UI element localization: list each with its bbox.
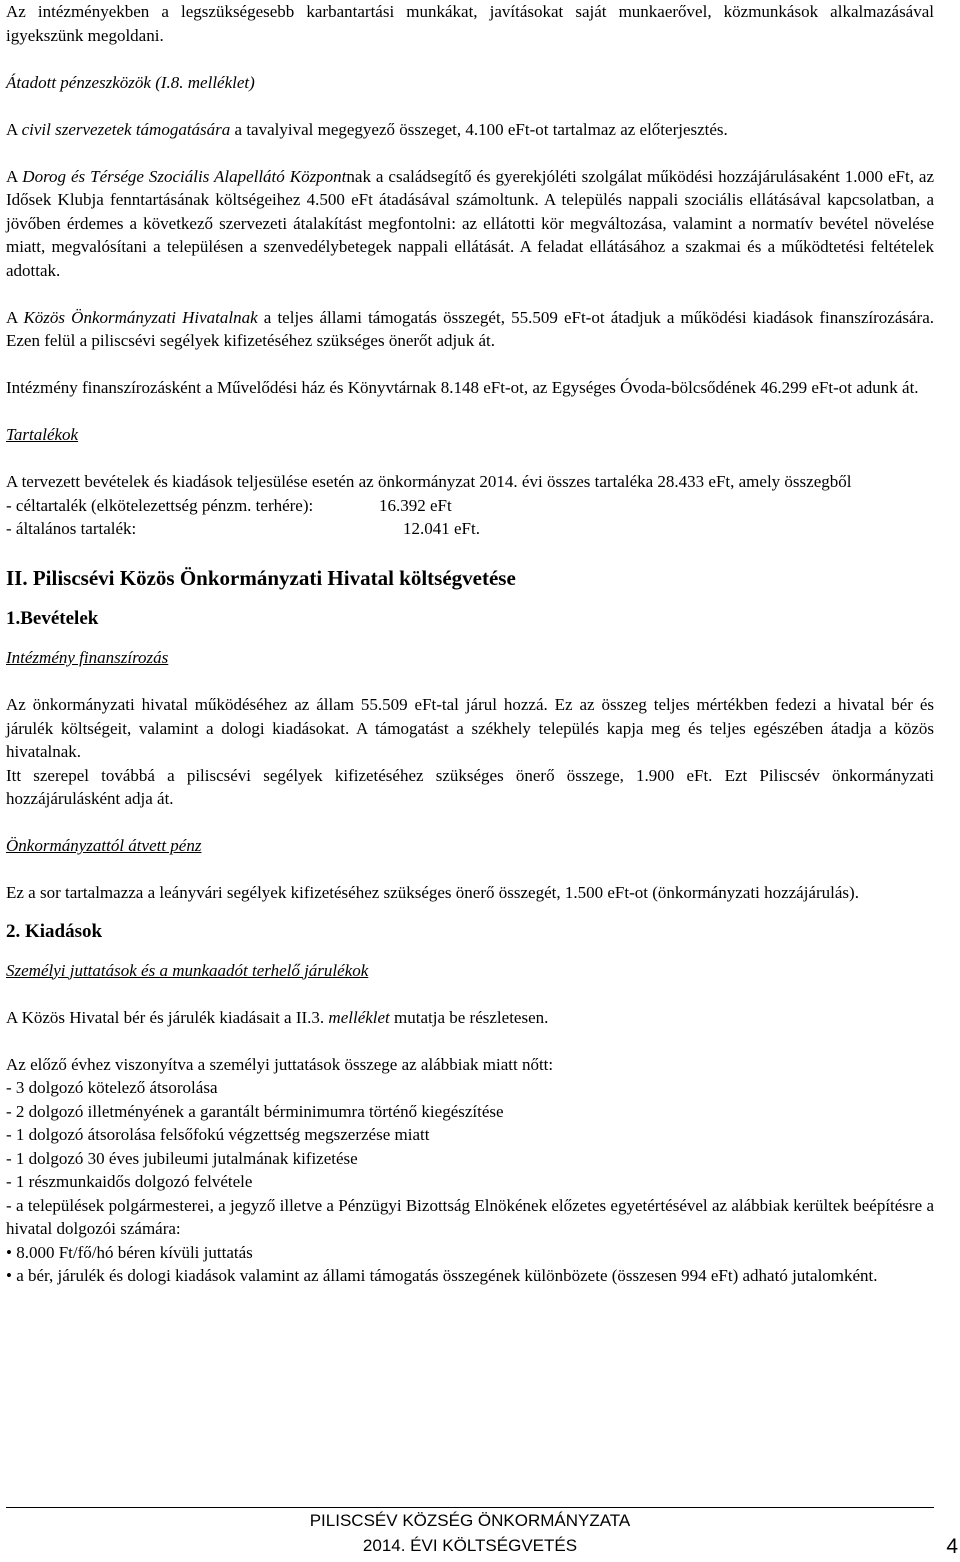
melleklet-emphasis: melléklet — [328, 1007, 390, 1027]
heading-szemelyi-juttatasok: Személyi juttatások és a munkaadót terhelő járulékok — [6, 960, 369, 980]
reserve-row — [6, 494, 934, 518]
reserve-row — [6, 517, 934, 541]
heading-tartalekok: Tartalékok — [6, 425, 79, 444]
heading-onkormanyzattol-atvett: Önkormányzattól átvett pénz — [6, 836, 202, 855]
list-item: - a települések polgármesterei, a jegyző illetve a Pénzügyi Bizottság Elnökének előzetes egyetértésével az alábbiak kerültek beépítésre a hivatal dolgozói számára: — [6, 1195, 934, 1238]
list-item: - 1 részmunkaidős dolgozó felvétele — [6, 1172, 253, 1191]
reserve-label: - általános tartalék: — [6, 519, 137, 538]
footer-budget-title: 2014. ÉVI KÖLTSÉGVETÉS — [362, 1536, 578, 1555]
list-item: - 3 dolgozó kötelező átsorolása — [6, 1078, 218, 1097]
paragraph-kozos-hivatal: A Közös Önkormányzati Hivatalnak a teljes állami támogatás összegét, 55.509 eFt-ot átadjuk a működési kiadások finanszírozására. Ezen felül a piliscsévi segélyek kifizetéséhez szükséges önerőt adjuk át. — [6, 307, 934, 350]
paragraph-leanyvar: Ez a sor tartalmazza a leányvári segélyek kifizetéséhez szükséges önerő összegét, 1.500 eFt-ot (önkormányzati hozzájárulás). — [6, 883, 859, 902]
paragraph-intezmeny-fin: Intézmény finanszírozásként a Művelődési ház és Könyvtárnak 8.148 eFt-ot, az Egységes Óvoda-bölcsődének 46.299 eFt-ot adunk át. — [6, 378, 919, 397]
heading-transferred-funds: Átadott pénzeszközök (I.8. melléklet) — [6, 72, 255, 92]
section-title-bevetelek: 1.Bevételek — [6, 608, 99, 629]
section-title-hivatal: II. Piliscsévi Közös Önkormányzati Hivatal költségvetése — [6, 566, 516, 590]
paragraph-civil: A civil szervezetek támogatására a tavalyival megegyező összeget, 4.100 eFt-ot tartalmaz az előterjesztés. — [6, 119, 728, 139]
list-item: - 1 dolgozó átsorolása felsőfokú végzettség megszerzése miatt — [6, 1125, 430, 1144]
paragraph-reserves: A tervezett bevételek és kiadások teljesülése esetén az önkormányzat 2014. évi összes tartaléka 28.433 eFt, amely összegből — [6, 472, 852, 491]
paragraph-state-support: Az önkormányzati hivatal működéséhez az állam 55.509 eFt-tal járul hozzá. Ez az összeg teljes mértékben fedezi a hivatal bér és járulék költségeit, valamint a dologi kiadásokat. A támogatást a székhely település kapja meg és teljes egészében átadja a közös hivatalnak. — [6, 695, 934, 761]
document-body — [6, 0, 934, 1288]
hivatal-emphasis: Közös Önkormányzati Hivatalnak — [23, 307, 258, 327]
dorog-emphasis: Dorog és Térsége Szociális Alapellátó Központ — [22, 166, 347, 186]
paragraph-melleklet: A Közös Hivatal bér és járulék kiadásait a II.3. melléklet mutatja be részletesen. — [6, 1007, 549, 1027]
paragraph-piliscsev-oner: Itt szerepel továbbá a piliscsévi segélyek kifizetéséhez szükséges önerő összege, 1.900 eFt. Ezt Piliscsév önkormányzati hozzájárulásként adja át. — [6, 765, 934, 808]
heading-intezmeny-finanszirozas: Intézmény finanszírozás — [6, 648, 169, 667]
page-footer — [6, 1507, 958, 1558]
list-item: - 1 dolgozó 30 éves jubileumi jutalmának kifizetése — [6, 1148, 358, 1168]
section-title-kiadasok: 2. Kiadások — [6, 920, 103, 942]
bullet-item: • a bér, járulék és dologi kiadások valamint az állami támogatás összegének különbözete (összesen 994 eFt) adható jutalomként. — [6, 1266, 878, 1285]
list-item: - 2 dolgozó illetményének a garantált bérminimumra történő kiegészítése — [6, 1101, 504, 1121]
paragraph-dorog: A Dorog és Térsége Szociális Alapellátó Központnak a családsegítő és gyerekjóléti szolgálat működési hozzájárulásaként 1.000 eFt, az Idősek Klubja fenntartásának költségeihez 4.500 eFt átadásával számoltunk. A település nappali szociális ellátásával kapcsolatban, a jövőben érdemes a következő szervezeti átalakítást megfontolni: az ellátotti kör megváltozása, valamint a normatív bevétel növelése miatt, megvalósítani a településen a szenvedélybetegek nappali ellátását. A feladat ellátásához a szakmai és a működtetési feltételek adottak. — [6, 166, 935, 280]
footer-municipality: PILISCSÉV KÖZSÉG ÖNKORMÁNYZATA — [309, 1511, 631, 1530]
paragraph-increase-reasons: Az előző évhez viszonyítva a személyi juttatások összege az alábbiak miatt nőtt: — [6, 1054, 554, 1074]
bullet-item: • 8.000 Ft/fő/hó béren kívüli juttatás — [6, 1242, 253, 1262]
civil-emphasis: civil szervezetek támogatására — [21, 119, 231, 139]
reserve-value: 16.392 eFt — [379, 495, 452, 515]
reserve-value: 12.041 eFt. — [403, 519, 480, 538]
paragraph-maintenance: Az intézményekben a legszükségesebb karbantartási munkákat, javításokat saját munkaerővel, közmunkások alkalmazásával igyekszünk megoldani. — [6, 2, 934, 45]
page-number: 4 — [946, 1535, 958, 1558]
reserve-label: - céltartalék (elkötelezettség pénzm. terhére): — [6, 495, 314, 515]
